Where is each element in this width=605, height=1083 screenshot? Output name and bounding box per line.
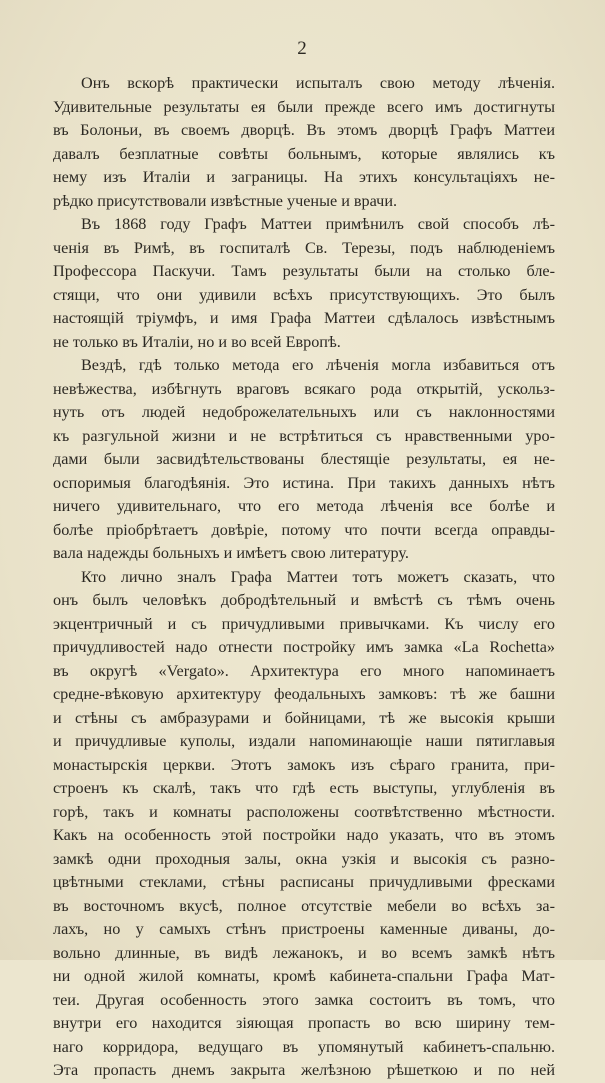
text-line: ни одной жилой комнаты, кромѣ кабинета-спальни Графа Мат- xyxy=(53,967,555,985)
text-line: настоящій тріумфъ, и имя Графа Маттеи сдѣлалось извѣстнымъ xyxy=(53,309,555,327)
body-text xyxy=(53,72,555,1083)
text-line: средне-вѣковую архитектуру феодальныхъ замковъ: тѣ же башни xyxy=(53,685,555,703)
text-line: Вездѣ, гдѣ только метода его лѣченія могла избавиться отъ xyxy=(81,356,555,374)
text-line: экцентричный и съ причудливыми привычками. Къ числу его xyxy=(53,614,555,633)
text-line: монастырскія церкви. Этотъ замокъ изъ сѣраго гранита, при- xyxy=(53,755,555,774)
text-line: наго корридора, ведущаго въ упомянутый кабинетъ-спальню. xyxy=(53,1037,555,1056)
text-line: въ округѣ «Vergato». Архитектура его много напоминаетъ xyxy=(53,661,555,680)
text-line: давалъ безплатные совѣты больнымъ, которые являлись къ xyxy=(53,144,555,163)
text-line: не только въ Италіи, но и во всей Европѣ. xyxy=(53,332,341,351)
text-line: Эта пропасть днемъ закрыта желѣзною рѣшеткою и по ней xyxy=(53,1061,555,1079)
text-line: дами были засвидѣтельствованы блестящіе результаты, ея не- xyxy=(53,450,555,468)
text-line: Въ 1868 году Графъ Маттеи примѣнилъ свой способъ лѣ- xyxy=(81,215,555,233)
text-line: рѣдко присутствовали извѣстные ученые и врачи. xyxy=(53,191,398,210)
text-line: невѣжества, избѣгнуть враговъ всякаго рода открытій, ускольз- xyxy=(53,379,555,398)
text-line: нему изъ Италіи и заграницы. На этихъ консультаціяхъ не- xyxy=(53,168,555,186)
text-line: Онъ вскорѣ практически испыталъ свою методу лѣченія. xyxy=(81,74,555,92)
text-line: строенъ къ скалѣ, такъ что гдѣ есть выступы, углубленія въ xyxy=(53,779,555,797)
text-line: Удивительные результаты ея были прежде всего имъ достигнуты xyxy=(53,97,555,116)
page-number: 2 xyxy=(297,38,308,59)
text-line: вольно длинные, въ видѣ лежанокъ, и во всемъ замкѣ нѣтъ xyxy=(53,943,555,962)
text-line: онъ былъ человѣкъ добродѣтельный и вмѣстѣ съ тѣмъ очень xyxy=(53,591,555,609)
text-line: нуть отъ людей недоброжелательныхъ или съ наклонностями xyxy=(53,403,555,421)
text-line: оспоримыя благодѣянія. Это истина. При такихъ данныхъ нѣтъ xyxy=(53,473,555,492)
text-line: Профессора Паскучи. Тамъ результаты были на столько бле- xyxy=(53,262,555,280)
text-line: горѣ, такъ и комнаты расположены соотвѣтственно мѣстности. xyxy=(53,802,555,821)
text-line: стящи, что они удивили всѣхъ присутствующихъ. Это былъ xyxy=(53,285,555,304)
text-line: вала надежды больныхъ и имѣетъ свою литературу. xyxy=(53,544,409,562)
text-line: теи. Другая особенность этого замка состоитъ въ томъ, что xyxy=(53,990,555,1009)
text-line: внутри его находится зіяющая пропасть во всю ширину тем- xyxy=(53,1014,555,1032)
text-line: цвѣтными стеклами, стѣны расписаны причудливыми фресками xyxy=(53,873,555,891)
text-line: причудливостей надо отнести постройку имъ замка «La Rochetta» xyxy=(53,638,555,656)
text-line: Какъ на особенность этой постройки надо указать, что въ этомъ xyxy=(53,826,555,844)
text-line: къ разгульной жизни и не встрѣтиться съ нравственными уро- xyxy=(53,426,555,445)
text-line: ничего удивительнаго, что его метода лѣченія все болѣе и xyxy=(53,497,555,515)
text-line: въ восточномъ вкусѣ, полное отсутствіе мебели во всѣхъ за- xyxy=(53,896,555,915)
text-line: и причудливые куполы, издали напоминающіе наши пятиглавыя xyxy=(53,732,555,750)
text-line: болѣе пріобрѣтаетъ довѣріе, потому что почти всегда оправды- xyxy=(53,520,555,539)
text-line: и стѣны съ амбразурами и бойницами, тѣ же высокія крыши xyxy=(53,708,555,727)
text-line: лахъ, но у самыхъ стѣнъ пристроены каменные диваны, до- xyxy=(53,920,555,938)
text-line: замкѣ одни проходныя залы, окна узкія и высокія съ разно- xyxy=(53,849,555,868)
text-line: ченія въ Римѣ, въ госпиталѣ Св. Терезы, подъ наблюденіемъ xyxy=(53,238,555,257)
text-line: въ Болоньи, въ своемъ дворцѣ. Въ этомъ дворцѣ Графъ Маттеи xyxy=(53,121,555,139)
text-line: Кто лично зналъ Графа Маттеи тотъ можетъ сказать, что xyxy=(81,567,555,586)
